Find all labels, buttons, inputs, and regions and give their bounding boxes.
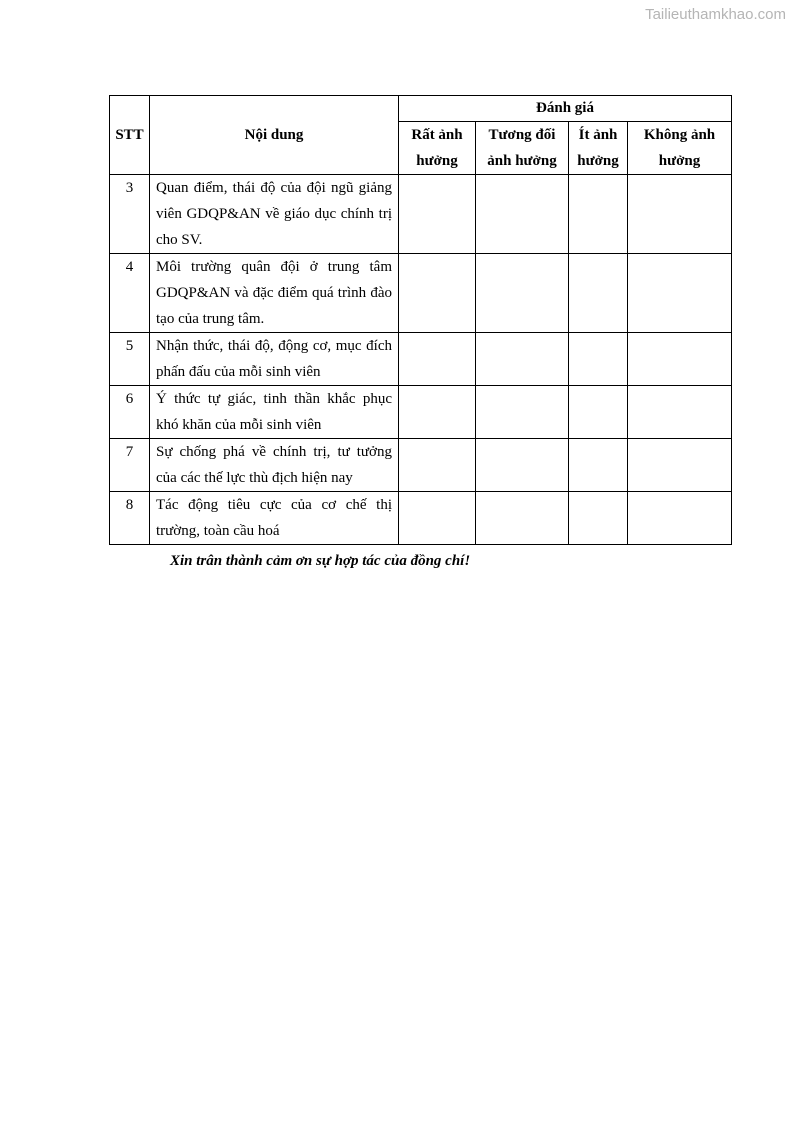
rating-cell[interactable] [399, 439, 476, 492]
row-stt: 4 [110, 254, 150, 333]
row-content: Quan điểm, thái độ của đội ngũ giảng viên GDQP&AN về giáo dục chính trị cho SV. [150, 175, 399, 254]
header-level-moderate: Tương đối ảnh hưởng [476, 122, 569, 175]
header-rating: Đánh giá [399, 96, 732, 122]
rating-cell[interactable] [628, 386, 732, 439]
rating-cell[interactable] [399, 333, 476, 386]
rating-cell[interactable] [569, 492, 628, 545]
row-content: Ý thức tự giác, tinh thần khắc phục khó khăn của mỗi sinh viên [150, 386, 399, 439]
table-row [110, 254, 732, 333]
row-content: Môi trường quân đội ở trung tâm GDQP&AN và đặc điểm quá trình đào tạo của trung tâm. [150, 254, 399, 333]
rating-cell[interactable] [569, 439, 628, 492]
table-row [110, 492, 732, 545]
row-content: Nhận thức, thái độ, động cơ, mục đích phấn đấu của mỗi sinh viên [150, 333, 399, 386]
header-stt: STT [110, 96, 150, 175]
row-stt: 6 [110, 386, 150, 439]
rating-cell[interactable] [476, 492, 569, 545]
closing-note: Xin trân thành cảm ơn sự hợp tác của đồng chí! [170, 553, 471, 569]
header-level-low: Ít ảnh hưởng [569, 122, 628, 175]
header-level-very-high: Rất ảnh hưởng [399, 122, 476, 175]
survey-table [109, 95, 732, 545]
rating-cell[interactable] [628, 492, 732, 545]
rating-cell[interactable] [569, 175, 628, 254]
rating-cell[interactable] [569, 254, 628, 333]
rating-cell[interactable] [476, 254, 569, 333]
row-content: Sự chống phá về chính trị, tư tưởng của các thế lực thù địch hiện nay [150, 439, 399, 492]
table-row [110, 175, 732, 254]
rating-cell[interactable] [399, 492, 476, 545]
rating-cell[interactable] [476, 333, 569, 386]
rating-cell[interactable] [476, 386, 569, 439]
rating-cell[interactable] [476, 439, 569, 492]
watermark: Tailieuthamkhao.com [645, 6, 786, 23]
rating-cell[interactable] [399, 386, 476, 439]
table-row [110, 386, 732, 439]
row-stt: 7 [110, 439, 150, 492]
rating-cell[interactable] [628, 175, 732, 254]
row-stt: 5 [110, 333, 150, 386]
rating-cell[interactable] [628, 333, 732, 386]
row-stt: 3 [110, 175, 150, 254]
header-content: Nội dung [150, 96, 399, 175]
rating-cell[interactable] [569, 386, 628, 439]
rating-cell[interactable] [569, 333, 628, 386]
rating-cell[interactable] [628, 254, 732, 333]
row-content: Tác động tiêu cực của cơ chế thị trường, toàn cầu hoá [150, 492, 399, 545]
rating-cell[interactable] [399, 254, 476, 333]
rating-cell[interactable] [476, 175, 569, 254]
header-level-none: Không ảnh hưởng [628, 122, 732, 175]
row-stt: 8 [110, 492, 150, 545]
table-row [110, 439, 732, 492]
table-row [110, 333, 732, 386]
rating-cell[interactable] [628, 439, 732, 492]
rating-cell[interactable] [399, 175, 476, 254]
header-row [110, 96, 732, 122]
